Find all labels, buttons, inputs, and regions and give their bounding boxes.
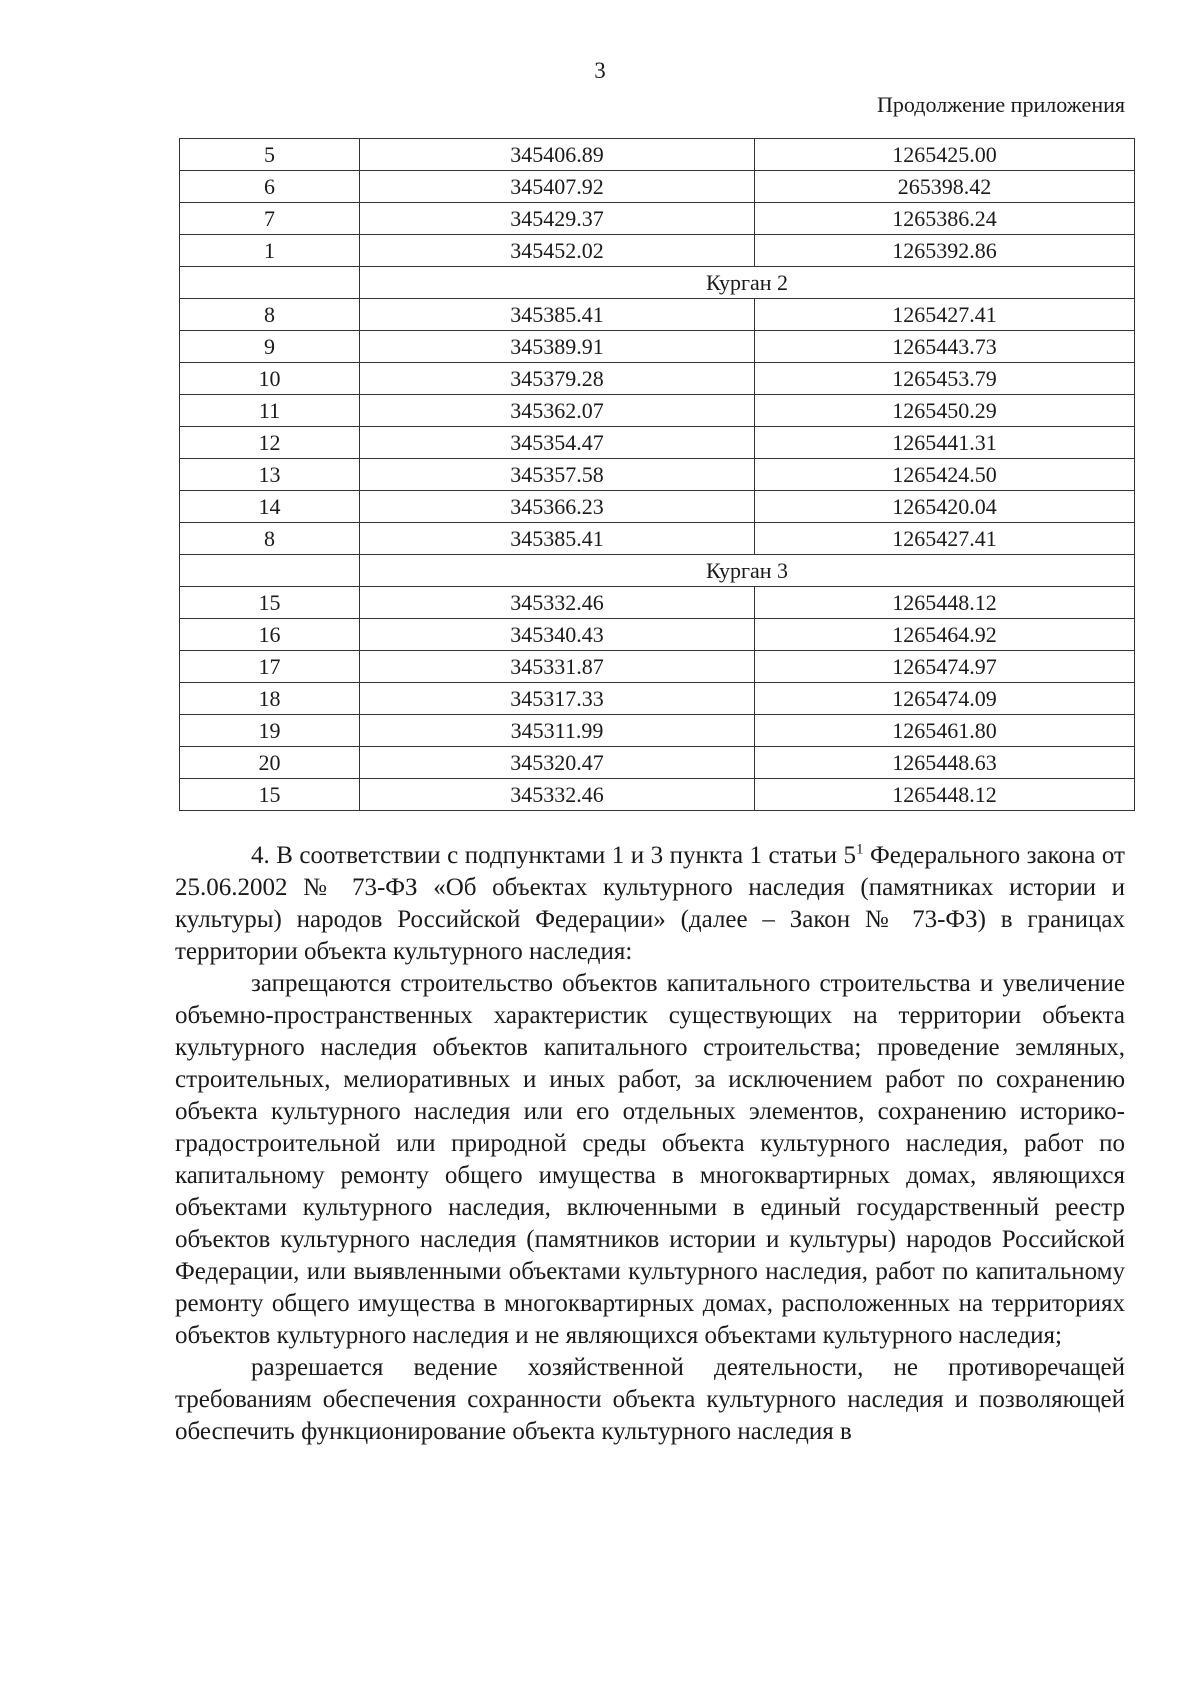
coordinates-table [179, 138, 1135, 811]
point-number-cell: 6 [180, 171, 360, 203]
point-number-cell: 9 [180, 331, 360, 363]
x-coordinate-cell: 345332.46 [360, 587, 755, 619]
point-number-cell: 19 [180, 715, 360, 747]
table-row [180, 715, 1135, 747]
x-coordinate-cell: 345320.47 [360, 747, 755, 779]
x-coordinate-cell: 345331.87 [360, 651, 755, 683]
table-row [180, 299, 1135, 331]
section-empty-cell [180, 267, 360, 299]
x-coordinate-cell: 345317.33 [360, 683, 755, 715]
table-row [180, 523, 1135, 555]
table-row [180, 203, 1135, 235]
x-coordinate-cell: 345407.92 [360, 171, 755, 203]
x-coordinate-cell: 345340.43 [360, 619, 755, 651]
document-body [175, 840, 1125, 1448]
x-coordinate-cell: 345354.47 [360, 427, 755, 459]
x-coordinate-cell: 345385.41 [360, 299, 755, 331]
point-number-cell: 16 [180, 619, 360, 651]
x-coordinate-cell: 345406.89 [360, 139, 755, 171]
table-row [180, 235, 1135, 267]
point-number-cell: 5 [180, 139, 360, 171]
prohibitions-paragraph: запрещаются строительство объектов капитального строительства и увеличение объемно-пространственных характеристик существующих на территории объекта культурного наследия объектов капитального строительства; проведение земляных, строительных, мелиоративных и иных работ, за исключением работ по сохранению объекта культурного наследия или его отдельных элементов, сохранению историко-градостроительной или природной среды объекта культурного наследия, работ по капитальному ремонту общего имущества в многоквартирных домах, являющихся объектами культурного наследия, включенными в единый государственный реестр объектов культурного наследия (памятников истории и культуры) народов Российской Федерации, или выявленными объектами культурного наследия, работ по капитальному ремонту общего имущества в многоквартирных домах, расположенных на территориях объектов культурного наследия и не являющихся объектами культурного наследия; [175, 970, 1125, 1349]
paragraph-4-rest: Федерального закона от 25.06.2002 № 73-ФЗ «Об объектах культурного наследия (памятниках истории и культуры) народов Российской Федерации» (далее – Закон № 73-ФЗ) в границах территории объекта культурного наследия: [175, 842, 1125, 965]
permissions-paragraph: разрешается ведение хозяйственной деятельности, не противоречащей требованиям обеспечения сохранности объекта культурного наследия и позволяющей обеспечить функционирование объекта культурного наследия в [175, 1354, 1125, 1445]
point-number-cell: 7 [180, 203, 360, 235]
section-label: Курган 2 [360, 267, 1135, 299]
table-row [180, 459, 1135, 491]
y-coordinate-cell: 1265474.09 [755, 683, 1135, 715]
y-coordinate-cell: 1265420.04 [755, 491, 1135, 523]
x-coordinate-cell: 345429.37 [360, 203, 755, 235]
y-coordinate-cell: 1265448.12 [755, 587, 1135, 619]
section-header-row [180, 555, 1135, 587]
y-coordinate-cell: 1265424.50 [755, 459, 1135, 491]
table-row [180, 171, 1135, 203]
table-row [180, 491, 1135, 523]
x-coordinate-cell: 345362.07 [360, 395, 755, 427]
section-header-row [180, 267, 1135, 299]
y-coordinate-cell: 1265453.79 [755, 363, 1135, 395]
x-coordinate-cell: 345389.91 [360, 331, 755, 363]
point-number-cell: 12 [180, 427, 360, 459]
y-coordinate-cell: 1265443.73 [755, 331, 1135, 363]
point-number-cell: 13 [180, 459, 360, 491]
table-row [180, 587, 1135, 619]
point-number-cell: 8 [180, 523, 360, 555]
y-coordinate-cell: 1265448.12 [755, 779, 1135, 811]
y-coordinate-cell: 1265427.41 [755, 523, 1135, 555]
point-number-cell: 20 [180, 747, 360, 779]
page-number: 3 [594, 58, 606, 83]
point-number-cell: 14 [180, 491, 360, 523]
section-label: Курган 3 [360, 555, 1135, 587]
section-empty-cell [180, 555, 360, 587]
table-row [180, 395, 1135, 427]
table-row [180, 651, 1135, 683]
y-coordinate-cell: 1265386.24 [755, 203, 1135, 235]
x-coordinate-cell: 345385.41 [360, 523, 755, 555]
table-row [180, 683, 1135, 715]
y-coordinate-cell: 1265392.86 [755, 235, 1135, 267]
table-row [180, 427, 1135, 459]
point-number-cell: 1 [180, 235, 360, 267]
table-row [180, 331, 1135, 363]
y-coordinate-cell: 1265464.92 [755, 619, 1135, 651]
coordinates-table-body [180, 139, 1135, 811]
y-coordinate-cell: 1265461.80 [755, 715, 1135, 747]
point-number-cell: 15 [180, 779, 360, 811]
y-coordinate-cell: 1265427.41 [755, 299, 1135, 331]
y-coordinate-cell: 1265441.31 [755, 427, 1135, 459]
point-number-cell: 18 [180, 683, 360, 715]
y-coordinate-cell: 265398.42 [755, 171, 1135, 203]
table-row [180, 747, 1135, 779]
x-coordinate-cell: 345379.28 [360, 363, 755, 395]
paragraph-4 [175, 840, 1125, 968]
point-number-cell: 11 [180, 395, 360, 427]
y-coordinate-cell: 1265450.29 [755, 395, 1135, 427]
table-row [180, 619, 1135, 651]
x-coordinate-cell: 345452.02 [360, 235, 755, 267]
y-coordinate-cell: 1265448.63 [755, 747, 1135, 779]
x-coordinate-cell: 345366.23 [360, 491, 755, 523]
article-superscript: 1 [856, 841, 864, 858]
point-number-cell: 17 [180, 651, 360, 683]
x-coordinate-cell: 345311.99 [360, 715, 755, 747]
x-coordinate-cell: 345332.46 [360, 779, 755, 811]
table-row [180, 779, 1135, 811]
paragraph-4-start: 4. В соответствии с подпунктами 1 и 3 пункта 1 статьи 5 [251, 842, 857, 869]
continuation-label: Продолжение приложения [877, 92, 1125, 117]
y-coordinate-cell: 1265474.97 [755, 651, 1135, 683]
point-number-cell: 10 [180, 363, 360, 395]
x-coordinate-cell: 345357.58 [360, 459, 755, 491]
table-row [180, 363, 1135, 395]
point-number-cell: 8 [180, 299, 360, 331]
y-coordinate-cell: 1265425.00 [755, 139, 1135, 171]
table-row [180, 139, 1135, 171]
point-number-cell: 15 [180, 587, 360, 619]
